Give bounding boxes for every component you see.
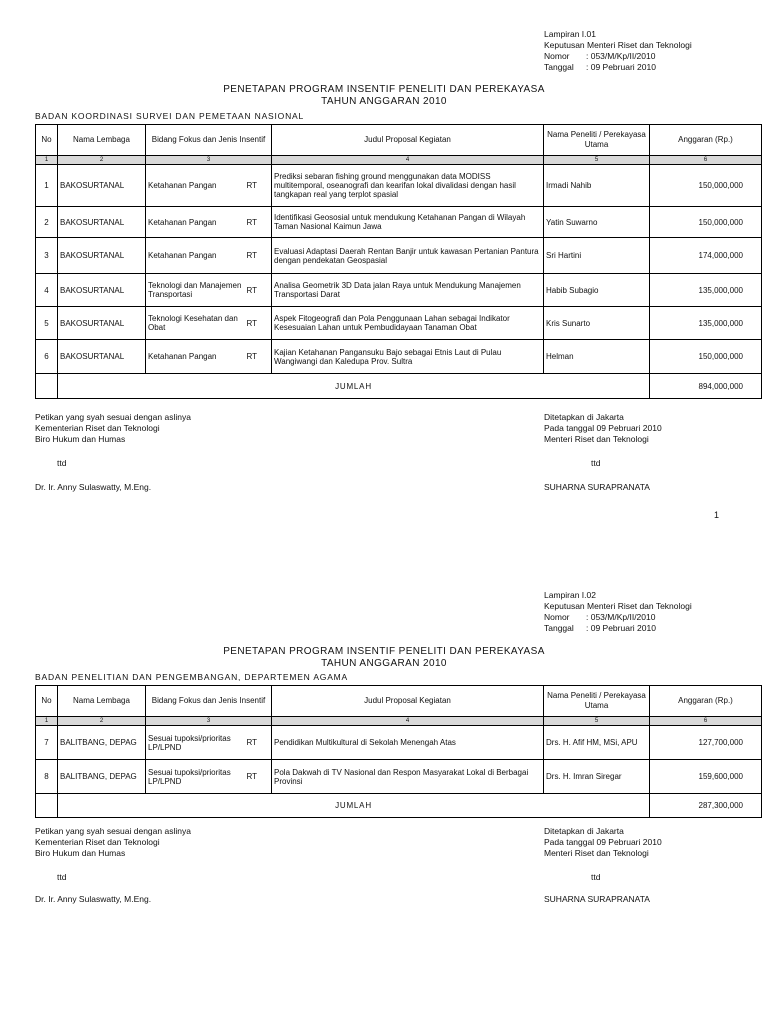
cell-judul: Pola Dakwah di TV Nasional dan Respon Masyarakat Lokal di Berbagai Provinsi [272,760,544,794]
cell-lembaga: BALITBANG, DEPAG [58,726,146,760]
total-label: JUMLAH [58,794,650,818]
index-cell: 4 [272,717,544,726]
page-number: 1 [714,510,720,520]
cell-judul: Identifikasi Geososial untuk mendukung Ketahanan Pangan di Wilayah Taman Nasional Kaimun Jawa [272,207,544,238]
agency-name: BADAN KOORDINASI SURVEI DAN PEMETAAN NASIONAL [35,111,305,121]
signature-right [544,826,662,905]
bidang-text: Ketahanan Pangan [148,217,217,227]
cell-judul: Pendidikan Multikultural di Sekolah Menengah Atas [272,726,544,760]
cell-bidang [146,165,272,207]
total-empty-cell [36,794,58,818]
nomor-value: : 053/M/Kp/II/2010 [586,51,656,61]
cell-peneliti: Kris Sunarto [544,307,650,340]
total-value: 287,300,000 [650,794,762,818]
bidang-text: Ketahanan Pangan [148,181,217,190]
sign-right-name: SUHARNA SURAPRANATA [544,894,650,904]
table-row [36,307,762,340]
index-cell: 2 [58,717,146,726]
nomor-label: Nomor [544,51,570,61]
sign-right-ttd: ttd [591,872,601,882]
nomor-value: : 053/M/Kp/II/2010 [586,612,656,622]
program-table [35,685,762,818]
bidang-text: Ketahanan Pangan [148,352,217,361]
sign-left-line: Petikan yang syah sesuai dengan aslinya [35,412,191,422]
table-row [36,165,762,207]
sign-left-line: Biro Hukum dan Humas [35,434,126,444]
cell-anggaran: 127,700,000 [650,726,762,760]
index-cell: 1 [36,717,58,726]
column-index-row [36,156,762,165]
header-lembaga: Nama Lembaga [58,125,146,156]
agency-name: BADAN PENELITIAN DAN PENGEMBANGAN, DEPARTEMEN AGAMA [35,672,349,682]
header-lembaga: Nama Lembaga [58,686,146,717]
jenis-text: RT [246,318,257,328]
cell-no: 4 [36,274,58,307]
cell-peneliti: Sri Hartini [544,238,650,274]
index-cell: 5 [544,717,650,726]
sign-left-line: Petikan yang syah sesuai dengan aslinya [35,826,191,836]
header-anggaran: Anggaran (Rp.) [650,686,762,717]
header-no: No [36,686,58,717]
signature-right [544,412,662,493]
index-cell: 5 [544,156,650,165]
bidang-text: Sesuai tupoksi/prioritas LP/LPND [148,767,231,786]
sign-left-name: Dr. Ir. Anny Sulaswatty, M.Eng. [35,894,152,904]
cell-peneliti: Drs. H. Afif HM, MSi, APU [544,726,650,760]
sign-left-line: Biro Hukum dan Humas [35,848,126,858]
cell-bidang [146,238,272,274]
title-line-1: PENETAPAN PROGRAM INSENTIF PENELITI DAN PEREKAYASA [223,646,545,657]
cell-bidang [146,274,272,307]
index-cell: 3 [146,717,272,726]
sign-left-name: Dr. Ir. Anny Sulaswatty, M.Eng. [35,482,152,492]
table-row [36,340,762,374]
cell-lembaga: BAKOSURTANAL [58,207,146,238]
index-cell: 6 [650,717,762,726]
jenis-text: RT [246,251,257,260]
cell-peneliti: Habib Subagio [544,274,650,307]
sign-right-line: Pada tanggal 09 Pebruari 2010 [544,837,662,847]
table-row [36,274,762,307]
header-judul: Judul Proposal Kegiatan [272,125,544,156]
cell-no: 5 [36,307,58,340]
cell-judul: Evaluasi Adaptasi Daerah Rentan Banjir untuk kawasan Pertanian Pantura dengan pendekatan Geospasial [272,238,544,274]
cell-no: 7 [36,726,58,760]
tanggal-value: : 09 Pebruari 2010 [586,623,656,633]
signature-left [35,826,191,905]
cell-lembaga: BALITBANG, DEPAG [58,760,146,794]
sign-right-line: Menteri Riset dan Teknologi [544,848,649,858]
total-row [36,794,762,818]
cell-peneliti: Yatin Suwarno [544,207,650,238]
total-empty-cell [36,374,58,399]
jenis-text: RT [246,738,257,747]
jenis-text: RT [246,217,257,227]
index-cell: 4 [272,156,544,165]
bidang-text: Teknologi dan Manajemen Transportasi [148,281,242,299]
cell-judul: Aspek Fitogeografi dan Pola Penggunaan Lahan sebagai Indikator Kesesuaian Lahan untuk Pembudidayaan Tanaman Obat [272,307,544,340]
sign-right-name: SUHARNA SURAPRANATA [544,482,650,492]
cell-no: 2 [36,207,58,238]
sign-right-ttd: ttd [591,458,601,468]
sign-left-line: Kementerian Riset dan Teknologi [35,423,160,433]
header-peneliti: Nama Peneliti / Perekayasa Utama [544,686,650,717]
title-line-1: PENETAPAN PROGRAM INSENTIF PENELITI DAN PEREKAYASA [223,84,545,95]
header-peneliti: Nama Peneliti / Perekayasa Utama [544,125,650,156]
title-line-2: TAHUN ANGGARAN 2010 [321,658,447,669]
cell-no: 3 [36,238,58,274]
cell-lembaga: BAKOSURTANAL [58,238,146,274]
signature-left [35,412,191,493]
jenis-text: RT [246,285,257,295]
header-bidang: Bidang Fokus dan Jenis Insentif [146,125,272,156]
index-cell: 1 [36,156,58,165]
lampiran-block [544,590,692,634]
table-row [36,760,762,794]
total-row [36,374,762,399]
title-line-2: TAHUN ANGGARAN 2010 [321,96,447,107]
lampiran-title: Lampiran I.01 [544,29,596,39]
tanggal-label: Tanggal [544,62,574,72]
lampiran-title: Lampiran I.02 [544,590,596,600]
cell-peneliti: Irmadi Nahib [544,165,650,207]
cell-lembaga: BAKOSURTANAL [58,340,146,374]
jenis-text: RT [246,181,257,190]
table-row [36,726,762,760]
index-cell: 2 [58,156,146,165]
cell-peneliti: Drs. H. Imran Siregar [544,760,650,794]
cell-bidang [146,307,272,340]
index-cell: 6 [650,156,762,165]
index-cell: 3 [146,156,272,165]
total-value: 894,000,000 [650,374,762,399]
cell-peneliti: Helman [544,340,650,374]
program-table [35,124,762,399]
cell-no: 6 [36,340,58,374]
header-judul: Judul Proposal Kegiatan [272,686,544,717]
sign-right-line: Pada tanggal 09 Pebruari 2010 [544,423,662,433]
cell-lembaga: BAKOSURTANAL [58,274,146,307]
lampiran-keputusan: Keputusan Menteri Riset dan Teknologi [544,40,692,50]
cell-anggaran: 135,000,000 [650,274,762,307]
document-title [0,84,768,108]
cell-anggaran: 150,000,000 [650,207,762,238]
bidang-text: Ketahanan Pangan [148,251,217,260]
cell-no: 8 [36,760,58,794]
table-row [36,238,762,274]
sign-left-line: Kementerian Riset dan Teknologi [35,837,160,847]
cell-bidang [146,726,272,760]
cell-judul: Kajian Ketahanan Pangansuku Bajo sebagai Etnis Laut di Pulau Wangiwangi dan Kaledupa Prov. Sultra [272,340,544,374]
header-no: No [36,125,58,156]
cell-judul: Analisa Geometrik 3D Data jalan Raya untuk Mendukung Manajemen Transportasi Darat [272,274,544,307]
sign-right-line: Menteri Riset dan Teknologi [544,434,649,444]
column-index-row [36,717,762,726]
cell-judul: Prediksi sebaran fishing ground menggunakan data MODISS multitemporal, oseanografi dan kearifan lokal divalidasi dengan hasil tangkapan real yang terplot spasial [272,165,544,207]
document-title [0,646,768,670]
cell-anggaran: 174,000,000 [650,238,762,274]
jenis-text: RT [246,772,257,781]
sign-right-line: Ditetapkan di Jakarta [544,412,624,422]
jenis-text: RT [246,352,257,361]
lampiran-keputusan: Keputusan Menteri Riset dan Teknologi [544,601,692,611]
lampiran-block [544,29,692,73]
sign-left-ttd: ttd [57,458,67,468]
header-anggaran: Anggaran (Rp.) [650,125,762,156]
tanggal-label: Tanggal [544,623,574,633]
cell-anggaran: 135,000,000 [650,307,762,340]
table-row [36,207,762,238]
cell-lembaga: BAKOSURTANAL [58,165,146,207]
bidang-text: Teknologi Kesehatan dan Obat [148,314,238,332]
cell-anggaran: 150,000,000 [650,165,762,207]
sign-left-ttd: ttd [57,872,67,882]
cell-bidang [146,760,272,794]
nomor-label: Nomor [544,612,570,622]
tanggal-value: : 09 Pebruari 2010 [586,62,656,72]
cell-anggaran: 150,000,000 [650,340,762,374]
sign-right-line: Ditetapkan di Jakarta [544,826,624,836]
cell-bidang [146,340,272,374]
bidang-text: Sesuai tupoksi/prioritas LP/LPND [148,733,231,752]
total-label: JUMLAH [58,374,650,399]
cell-bidang [146,207,272,238]
cell-no: 1 [36,165,58,207]
header-bidang: Bidang Fokus dan Jenis Insentif [146,686,272,717]
cell-lembaga: BAKOSURTANAL [58,307,146,340]
cell-anggaran: 159,600,000 [650,760,762,794]
